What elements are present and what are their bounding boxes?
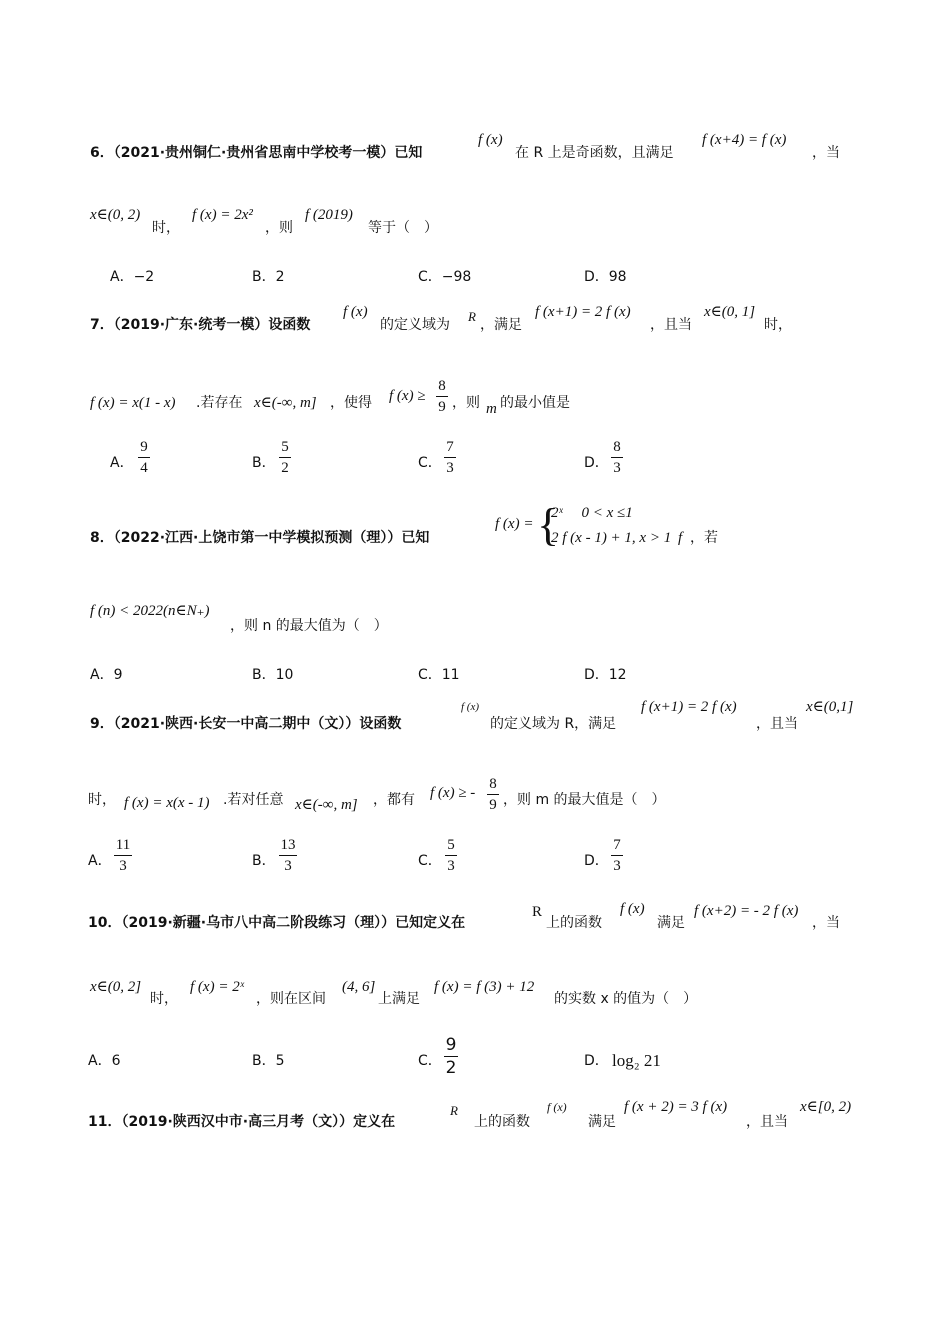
q7-line2-range: x∈(-∞, m] <box>254 395 317 411</box>
q9-frac-den: 9 <box>489 797 497 813</box>
q10-manzu: 满足 <box>657 915 685 931</box>
q9-option-b-label[interactable]: B． <box>252 853 276 869</box>
q7-manzu: ，满足 <box>480 317 522 333</box>
q7-option-a-frac[interactable] <box>138 440 150 476</box>
q9-option-b-num: 13 <box>280 837 296 853</box>
q7-line2-fx: f (x) = x(1 - x) <box>90 395 176 411</box>
q9-frac-bar <box>487 794 499 795</box>
q8-option-a[interactable]: A．9 <box>90 667 123 683</box>
q9-line2-anyx: .若对任意 <box>223 792 284 808</box>
q9-option-d-frac[interactable] <box>611 838 623 874</box>
q10-option-c-den: 2 <box>445 1058 457 1078</box>
q9-option-a-num: 11 <box>115 837 131 853</box>
q9-frac-num: 8 <box>489 776 497 792</box>
q6-fx-def: f (x) = 2x² <box>192 207 253 223</box>
q9-option-a-label[interactable]: A． <box>88 853 112 869</box>
q7-frac-num: 8 <box>438 378 446 394</box>
q6-option-c[interactable]: C．−98 <box>418 269 472 285</box>
q7-option-a-num: 9 <box>140 439 148 455</box>
q6-ze: ，则 <box>265 220 293 236</box>
q7-frac-den: 9 <box>438 399 446 415</box>
q11-f-of-x: f (x) <box>547 1100 567 1114</box>
q7-inequality: f (x) ≥ <box>389 388 426 404</box>
q11-R: R <box>450 1103 458 1118</box>
q7-option-b-bar <box>279 457 291 458</box>
q7-option-d-den: 3 <box>613 460 621 476</box>
q9-option-b-bar <box>279 855 297 856</box>
q9-option-a-frac[interactable] <box>114 838 132 874</box>
q9-line2-range: x∈(-∞, m] <box>295 797 358 813</box>
q9-option-c-num: 5 <box>447 837 455 853</box>
q7-option-b-den: 2 <box>281 460 289 476</box>
q10-heading: 10．（2019·新疆·乌市八中高二阶段练习（理））已知定义在 <box>88 915 466 931</box>
q7-option-c-den: 3 <box>446 460 454 476</box>
q9-inequality: f (x) ≥ - <box>430 785 476 801</box>
q8-line2-tail: ，则 n 的最大值为（ ） <box>230 618 388 634</box>
q9-option-b-den: 3 <box>284 858 292 874</box>
q6-f2019: f (2019) <box>305 207 353 223</box>
q10-f-of-x: f (x) <box>620 901 645 917</box>
q7-option-b-label[interactable]: B． <box>252 455 276 471</box>
q10-option-c-label[interactable]: C． <box>418 1053 442 1069</box>
q10-dang: ，当 <box>812 915 840 931</box>
q11-func: 上的函数 <box>474 1114 530 1130</box>
q7-line2-min: 的最小值是 <box>500 395 570 411</box>
q9-option-c-frac[interactable] <box>445 838 457 874</box>
q7-interval: x∈(0, 1] <box>704 304 756 320</box>
q8-option-d[interactable]: D．12 <box>584 667 627 683</box>
q8-case2: 2 f (x - 1) + 1, x > 1 <box>551 530 672 546</box>
q9-shi: 时， <box>88 792 116 808</box>
q7-option-b-frac[interactable] <box>279 440 291 476</box>
q6-heading: 6．（2021·贵州铜仁·贵州省思南中学校考一模）已知 <box>90 145 423 161</box>
q10-option-c-num: 9 <box>445 1035 457 1055</box>
q10-R: R <box>532 904 543 920</box>
q9-domain-text: 的定义域为 R，满足 <box>490 716 617 732</box>
q7-option-d-bar <box>611 457 623 458</box>
q6-option-a[interactable]: A．−2 <box>110 269 155 285</box>
q9-option-c-label[interactable]: C． <box>418 853 442 869</box>
q9-line2-tail: ，则 m 的最大值是（ ） <box>503 792 666 808</box>
q9-heading: 9．（2021·陕西·长安一中高二期中（文））设函数 <box>90 716 402 732</box>
q10-shangmanzu: 上满足 <box>378 991 420 1007</box>
q11-interval: x∈[0, 2) <box>800 1099 852 1115</box>
q7-option-b-num: 5 <box>281 439 289 455</box>
q8-piecewise-brace: { <box>537 499 560 550</box>
q10-option-c-bar <box>444 1056 458 1057</box>
q10-option-d-value[interactable]: log₂ 21 <box>612 1051 661 1070</box>
q6-domain: x∈(0, 2) <box>90 207 141 223</box>
q9-option-d-den: 3 <box>613 858 621 874</box>
q7-option-a-den: 4 <box>140 460 148 476</box>
q11-condition: f (x + 2) = 3 f (x) <box>624 1099 728 1115</box>
q9-line2-douyou: ，都有 <box>373 792 415 808</box>
q9-option-c-bar <box>445 855 457 856</box>
q8-ruo: ，若 <box>690 530 718 546</box>
q6-condition: f (x+4) = f (x) <box>702 132 787 148</box>
q11-manzu: 满足 <box>588 1114 616 1130</box>
q9-option-d-num: 7 <box>613 837 621 853</box>
q11-qiedang: ，且当 <box>746 1114 788 1130</box>
q7-frac-bar <box>436 396 448 397</box>
q8-heading: 8．（2022·江西·上饶市第一中学模拟预测（理））已知 <box>90 530 430 546</box>
q10-condition: f (x+2) = - 2 f (x) <box>694 903 799 919</box>
q9-option-a-bar <box>114 855 132 856</box>
q7-option-c-label[interactable]: C． <box>418 455 442 471</box>
q6-option-d[interactable]: D．98 <box>584 269 627 285</box>
q10-fx-def: f (x) = 2ˣ <box>190 979 244 995</box>
q8-option-c[interactable]: C．11 <box>418 667 460 683</box>
q10-option-c-frac[interactable] <box>444 1037 458 1077</box>
q9-option-d-label[interactable]: D． <box>584 853 609 869</box>
q9-f-of-x: f (x) <box>461 701 480 713</box>
q10-option-a[interactable]: A．6 <box>88 1053 121 1069</box>
q7-option-c-frac[interactable] <box>444 440 456 476</box>
q10-func: 上的函数 <box>546 915 602 931</box>
q8-fx-eq: f (x) = <box>495 516 534 532</box>
q7-line2-ze: ，则 <box>452 395 480 411</box>
q10-tail: 的实数 x 的值为（ ） <box>554 991 698 1007</box>
q10-equation: f (x) = f (3) + 12 <box>434 979 535 995</box>
q6-shi: 时， <box>152 220 180 236</box>
q7-option-d-num: 8 <box>613 439 621 455</box>
q7-m: m <box>486 401 497 417</box>
q7-qiedang: ，且当 <box>650 317 692 333</box>
q7-shi: 时， <box>764 317 792 333</box>
q11-heading: 11．（2019·陕西汉中市·高三月考（文））定义在 <box>88 1114 396 1130</box>
q7-option-d-frac[interactable] <box>611 440 623 476</box>
q6-dang: ，当 <box>812 145 840 161</box>
q9-option-d-bar <box>611 855 623 856</box>
q8-f-end: f <box>678 530 683 546</box>
q7-option-c-bar <box>444 457 456 458</box>
q6-text-in-R: 在 R 上是奇函数，且满足 <box>515 145 674 161</box>
q7-option-a-bar <box>138 457 150 458</box>
q8-line2: f (n) < 2022(n∈N₊) <box>90 603 210 619</box>
q7-R: R <box>468 309 476 324</box>
q10-interval: (4, 6] <box>342 979 376 995</box>
q7-line2-exist: .若存在 <box>196 395 243 411</box>
q7-line2-shide: ，使得 <box>330 395 372 411</box>
q9-qiedang: ，且当 <box>756 716 798 732</box>
q8-case1: 2ˣ 0 < x ≤1 <box>551 505 633 521</box>
q6-tail: 等于（ ） <box>368 220 438 236</box>
q6-f-of-x: f (x) <box>478 132 503 148</box>
q7-heading: 7．（2019·广东·统考一模）设函数 <box>90 317 311 333</box>
q7-option-c-num: 7 <box>446 439 454 455</box>
q7-option-a-label[interactable]: A． <box>110 455 134 471</box>
q9-fraction <box>487 777 499 813</box>
q7-option-d-label[interactable]: D． <box>584 455 609 471</box>
q7-condition: f (x+1) = 2 f (x) <box>535 304 631 320</box>
q10-option-b[interactable]: B．5 <box>252 1053 285 1069</box>
q9-option-a-den: 3 <box>119 858 127 874</box>
q9-option-b-frac[interactable] <box>279 838 297 874</box>
q9-option-c-den: 3 <box>447 858 455 874</box>
q7-domain-text: 的定义域为 <box>380 317 450 333</box>
q8-option-b[interactable]: B．10 <box>252 667 294 683</box>
q9-interval: x∈(0,1] <box>806 699 854 715</box>
q9-condition: f (x+1) = 2 f (x) <box>641 699 737 715</box>
q10-shi: 时， <box>150 991 178 1007</box>
q7-f-of-x: f (x) <box>343 304 368 320</box>
q6-option-b[interactable]: B．2 <box>252 269 285 285</box>
q9-line2-fx: f (x) = x(x - 1) <box>124 795 210 811</box>
q10-zaiqujian: ，则在区间 <box>256 991 326 1007</box>
q10-domain: x∈(0, 2] <box>90 979 142 995</box>
q7-fraction <box>436 379 448 415</box>
q10-option-d-label[interactable]: D． <box>584 1053 609 1069</box>
